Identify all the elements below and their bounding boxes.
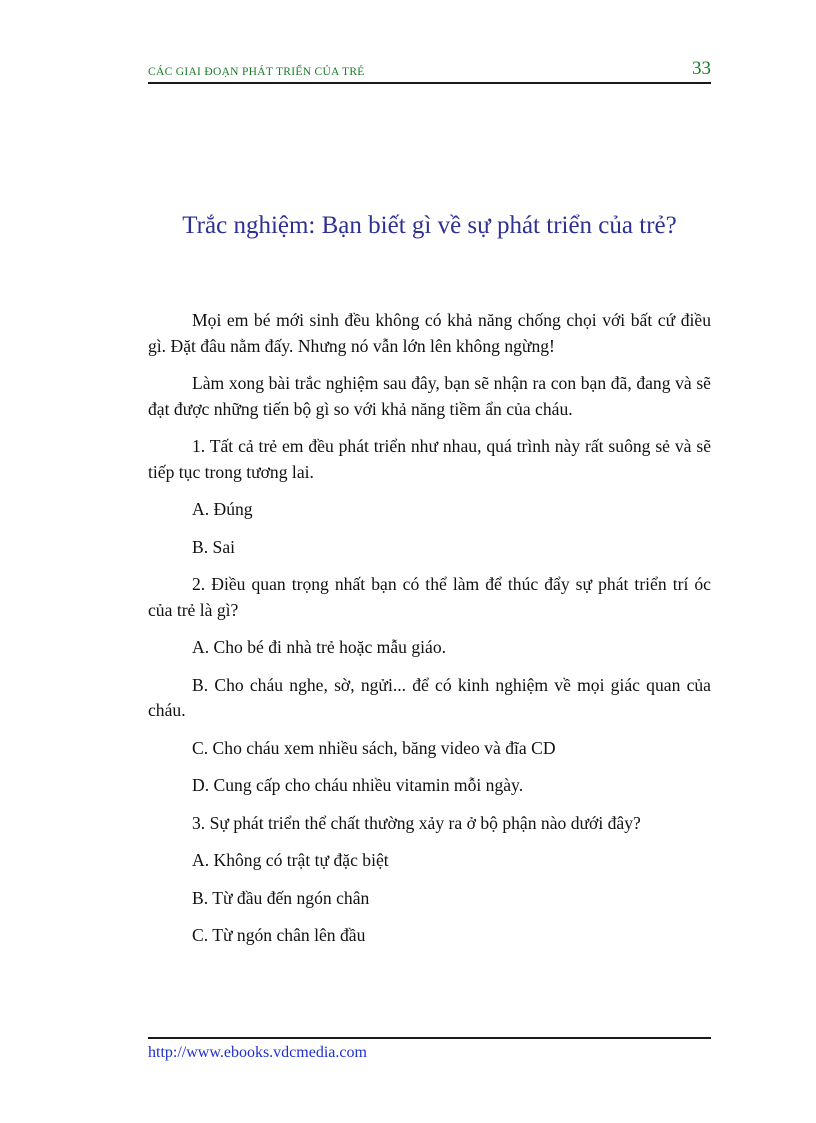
intro-paragraph: Mọi em bé mới sinh đều không có khả năng chống chọi với bất cứ điều gì. Đặt đâu nằm đấy. Nhưng nó vẫn lớn lên không ngừng! <box>148 310 711 356</box>
question-2-option-c: C. Cho cháu xem nhiều sách, băng video và đĩa CD <box>192 737 556 758</box>
footer-url-link[interactable]: http://www.ebooks.vdcmedia.com <box>148 1044 367 1061</box>
question-3-option-a: A. Không có trật tự đặc biệt <box>192 850 389 870</box>
question-3-option-b: B. Từ đầu đến ngón chân <box>192 887 370 908</box>
question-1: 1. Tất cả trẻ em đều phát triển như nhau, quá trình này rất suông sẻ và sẽ tiếp tục trong tương lai. <box>148 436 711 482</box>
running-title: CÁC GIAI ĐOẠN PHÁT TRIỂN CỦA TRẺ <box>148 66 365 78</box>
question-1-option-a: A. Đúng <box>192 499 253 519</box>
question-2-option-a: A. Cho bé đi nhà trẻ hoặc mẫu giáo. <box>192 637 447 657</box>
question-2: 2. Điều quan trọng nhất bạn có thể làm để thúc đẩy sự phát triển trí óc của trẻ là gì? <box>148 574 711 620</box>
question-1-option-b: B. Sai <box>192 536 236 557</box>
body-text <box>148 308 711 961</box>
instructions-paragraph: Làm xong bài trắc nghiệm sau đây, bạn sẽ nhận ra con bạn đã, đang và sẽ đạt được những tiến bộ gì so với khả năng tiềm ẩn của cháu. <box>148 373 711 419</box>
question-3-option-c: C. Từ ngón chân lên đầu <box>192 925 366 945</box>
question-2-option-d: D. Cung cấp cho cháu nhiều vitamin mỗi ngày. <box>192 775 524 795</box>
page-number: 33 <box>692 58 711 79</box>
page-title: Trắc nghiệm: Bạn biết gì về sự phát triển của trẻ? <box>182 212 677 239</box>
footer-divider <box>148 1037 711 1039</box>
question-3: 3. Sự phát triển thể chất thường xảy ra ở bộ phận nào dưới đây? <box>192 812 641 833</box>
question-2-option-b: B. Cho cháu nghe, sờ, ngửi... để có kinh nghiệm về mọi giác quan của cháu. <box>148 674 711 720</box>
running-header <box>148 58 711 84</box>
